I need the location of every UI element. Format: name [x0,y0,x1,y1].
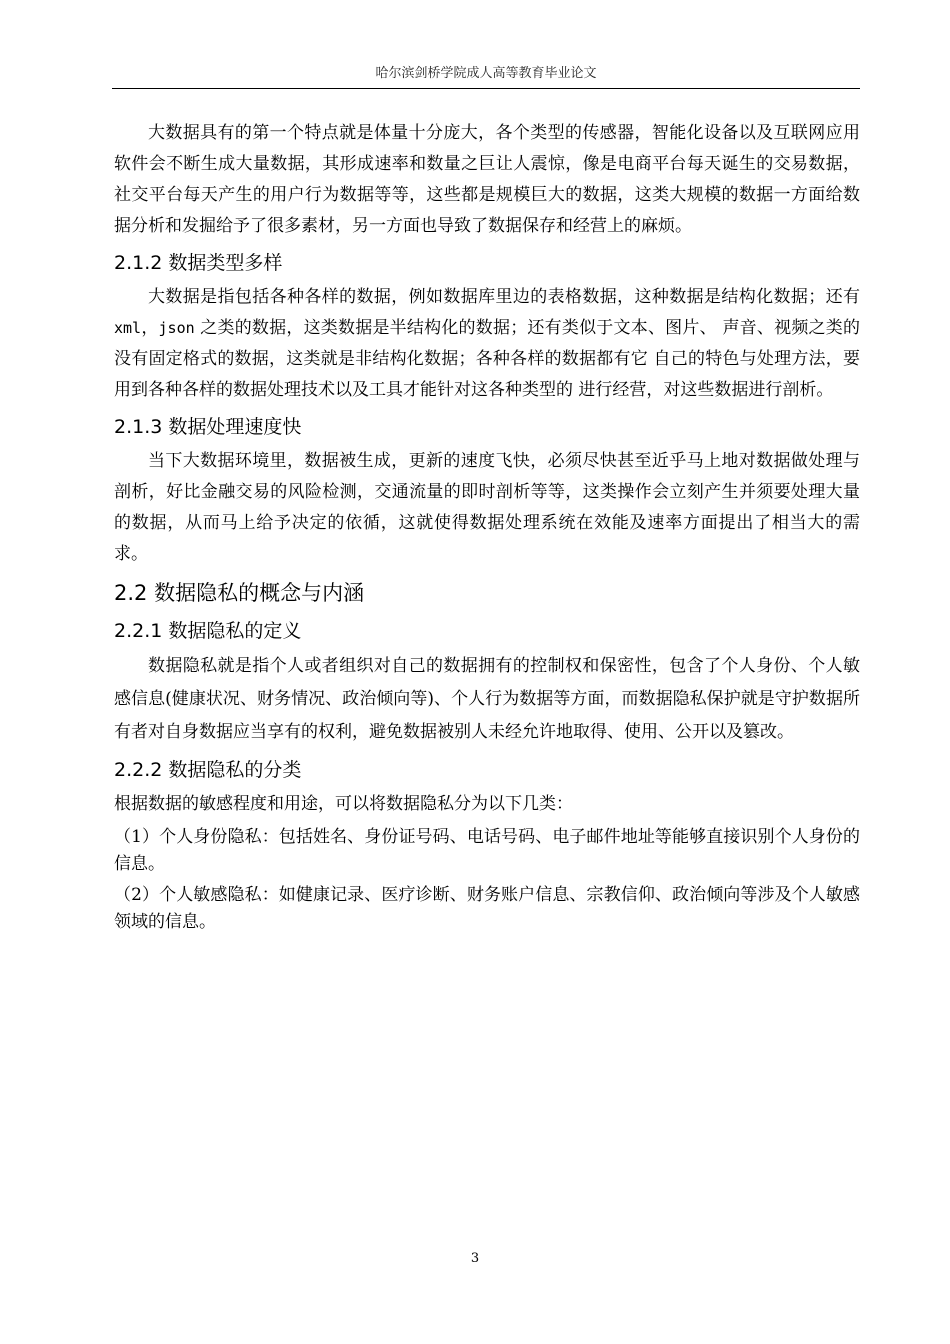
page-number: 3 [470,1251,480,1266]
paragraph-2-1-2-text-b: 之类的数据，这类数据是半结构化的数据；还有类似于文本、图片、 声音、视频之类的没有固定格式的数据，这类就是非结构化数据；各种各样的数据都有它 自己的特色与处理方法，要用到各种各样的数据处理技术以及工具才能针对这各种类型的 进行经营，对这些数据进行剖析。 [114,318,860,400]
heading-2-2-2: 2.2.2 数据隐私的分类 [114,759,302,781]
paragraph-2-1-2-text-a: 大数据是指包括各种各样的数据，例如数据库里边的表格数据，这种数据是结构化数据；还有 [148,287,860,307]
paragraph-2-1-2 [114,282,860,406]
list-item-2: （2）个人敏感隐私：如健康记录、医疗诊断、财务账户信息、宗教信仰、政治倾向等涉及个人敏感领域的信息。 [114,885,860,932]
running-header: 哈尔滨剑桥学院成人高等教育毕业论文 [375,66,597,81]
heading-2-1-2: 2.1.2 数据类型多样 [114,252,283,274]
code-xml: xml [114,319,142,337]
paragraph-2-1-3: 当下大数据环境里，数据被生成，更新的速度飞快，必须尽快甚至近乎马上地对数据做处理与剖析，好比金融交易的风险检测，交通流量的即时剖析等等，这类操作会立刻产生并须要处理大量的数据，从而马上给予决定的依循，这就使得数据处理系统在效能及速率方面提出了相当大的需求。 [114,451,860,564]
paragraph-2-2-2-intro: 根据数据的敏感程度和用途，可以将数据隐私分为以下几类： [114,794,573,814]
paragraph-2-1-2-separator: ， [141,318,159,338]
heading-2-1-3: 2.1.3 数据处理速度快 [114,416,302,438]
list-item-1: （1）个人身份隐私：包括姓名、身份证号码、电话号码、电子邮件地址等能够直接识别个人身份的信息。 [114,827,860,874]
page-content [114,118,860,936]
header-rule [112,88,860,89]
heading-2-2: 2.2 数据隐私的概念与内涵 [114,581,365,605]
heading-2-2-1: 2.2.1 数据隐私的定义 [114,620,302,642]
paragraph-2-2-1: 数据隐私就是指个人或者组织对自己的数据拥有的控制权和保密性，包含了个人身份、个人敏感信息(健康状况、财务情况、政治倾向等)、个人行为数据等方面，而数据隐私保护就是守护数据所有者对自身数据应当享有的权利，避免数据被别人未经允许地取得、使用、公开以及篡改。 [114,656,860,742]
intro-paragraph: 大数据具有的第一个特点就是体量十分庞大，各个类型的传感器，智能化设备以及互联网应用软件会不断生成大量数据，其形成速率和数量之巨让人震惊，像是电商平台每天诞生的交易数据，社交平台每天产生的用户行为数据等等，这些都是规模巨大的数据，这类大规模的数据一方面给数据分析和发掘给予了很多素材，另一方面也导致了数据保存和经营上的麻烦。 [114,123,860,236]
code-json: json [158,319,195,337]
